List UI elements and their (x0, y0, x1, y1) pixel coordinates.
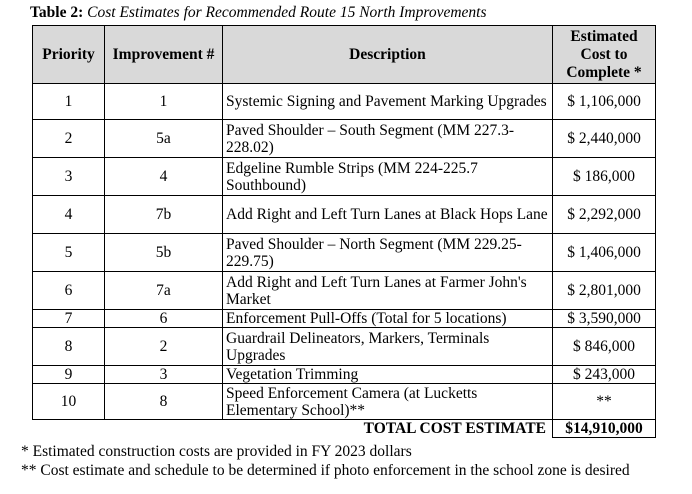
improvement-cell: 7a (105, 272, 223, 310)
table-header-row (33, 26, 656, 84)
table-row (33, 158, 656, 196)
priority-cell: 7 (33, 310, 105, 328)
table-row (33, 384, 656, 420)
improvement-cell: 2 (105, 328, 223, 366)
priority-cell: 5 (33, 234, 105, 272)
improvement-cell: 7b (105, 196, 223, 234)
cost-cell: $ 2,440,000 (553, 120, 656, 158)
improvement-cell: 4 (105, 158, 223, 196)
header-cost: Estimated Cost to Complete * (553, 26, 656, 84)
priority-cell: 2 (33, 120, 105, 158)
description-cell: Paved Shoulder – North Segment (MM 229.25-229.75) (223, 234, 553, 272)
priority-cell: 6 (33, 272, 105, 310)
cost-cell: ** (553, 384, 656, 420)
priority-cell: 4 (33, 196, 105, 234)
cost-cell: $ 1,406,000 (553, 234, 656, 272)
footnotes (21, 442, 630, 480)
improvement-cell: 1 (105, 84, 223, 120)
table-row (33, 366, 656, 384)
table-row (33, 272, 656, 310)
table-row (33, 84, 656, 120)
cost-cell: $ 2,801,000 (553, 272, 656, 310)
cost-estimate-table (32, 25, 656, 438)
improvement-cell: 5a (105, 120, 223, 158)
table-body (33, 84, 656, 420)
cost-cell: $ 1,106,000 (553, 84, 656, 120)
priority-cell: 3 (33, 158, 105, 196)
description-cell: Enforcement Pull-Offs (Total for 5 locations) (223, 310, 553, 328)
priority-cell: 10 (33, 384, 105, 420)
footnote-1: * Estimated construction costs are provided in FY 2023 dollars (21, 443, 412, 460)
header-improvement: Improvement # (105, 26, 223, 84)
footnote-2: ** Cost estimate and schedule to be determined if photo enforcement in the school zone is desired (21, 462, 630, 479)
table-row (33, 328, 656, 366)
cost-cell: $ 2,292,000 (553, 196, 656, 234)
caption-title: Cost Estimates for Recommended Route 15 North Improvements (87, 4, 487, 21)
cost-cell: $ 186,000 (553, 158, 656, 196)
table-row (33, 234, 656, 272)
table-row (33, 120, 656, 158)
description-cell: Add Right and Left Turn Lanes at Black Hops Lane (223, 196, 553, 234)
cost-cell: $ 243,000 (553, 366, 656, 384)
description-cell: Guardrail Delineators, Markers, Terminals Upgrades (223, 328, 553, 366)
caption-lead: Table 2: (30, 4, 84, 21)
description-cell: Vegetation Trimming (223, 366, 553, 384)
description-cell: Speed Enforcement Camera (at Lucketts Elementary School)** (223, 384, 553, 420)
cost-cell: $ 3,590,000 (553, 310, 656, 328)
priority-cell: 1 (33, 84, 105, 120)
table-row (33, 310, 656, 328)
description-cell: Edgeline Rumble Strips (MM 224-225.7 Southbound) (223, 158, 553, 196)
priority-cell: 9 (33, 366, 105, 384)
header-description: Description (223, 26, 553, 84)
header-priority: Priority (33, 26, 105, 84)
improvement-cell: 5b (105, 234, 223, 272)
improvement-cell: 6 (105, 310, 223, 328)
total-row (33, 420, 656, 438)
table-caption (30, 4, 487, 22)
description-cell: Add Right and Left Turn Lanes at Farmer John's Market (223, 272, 553, 310)
description-cell: Paved Shoulder – South Segment (MM 227.3-228.02) (223, 120, 553, 158)
improvement-cell: 8 (105, 384, 223, 420)
table-row (33, 196, 656, 234)
cost-cell: $ 846,000 (553, 328, 656, 366)
priority-cell: 8 (33, 328, 105, 366)
improvement-cell: 3 (105, 366, 223, 384)
description-cell: Systemic Signing and Pavement Marking Upgrades (223, 84, 553, 120)
total-value: $14,910,000 (553, 420, 656, 438)
total-label: TOTAL COST ESTIMATE (223, 420, 553, 438)
